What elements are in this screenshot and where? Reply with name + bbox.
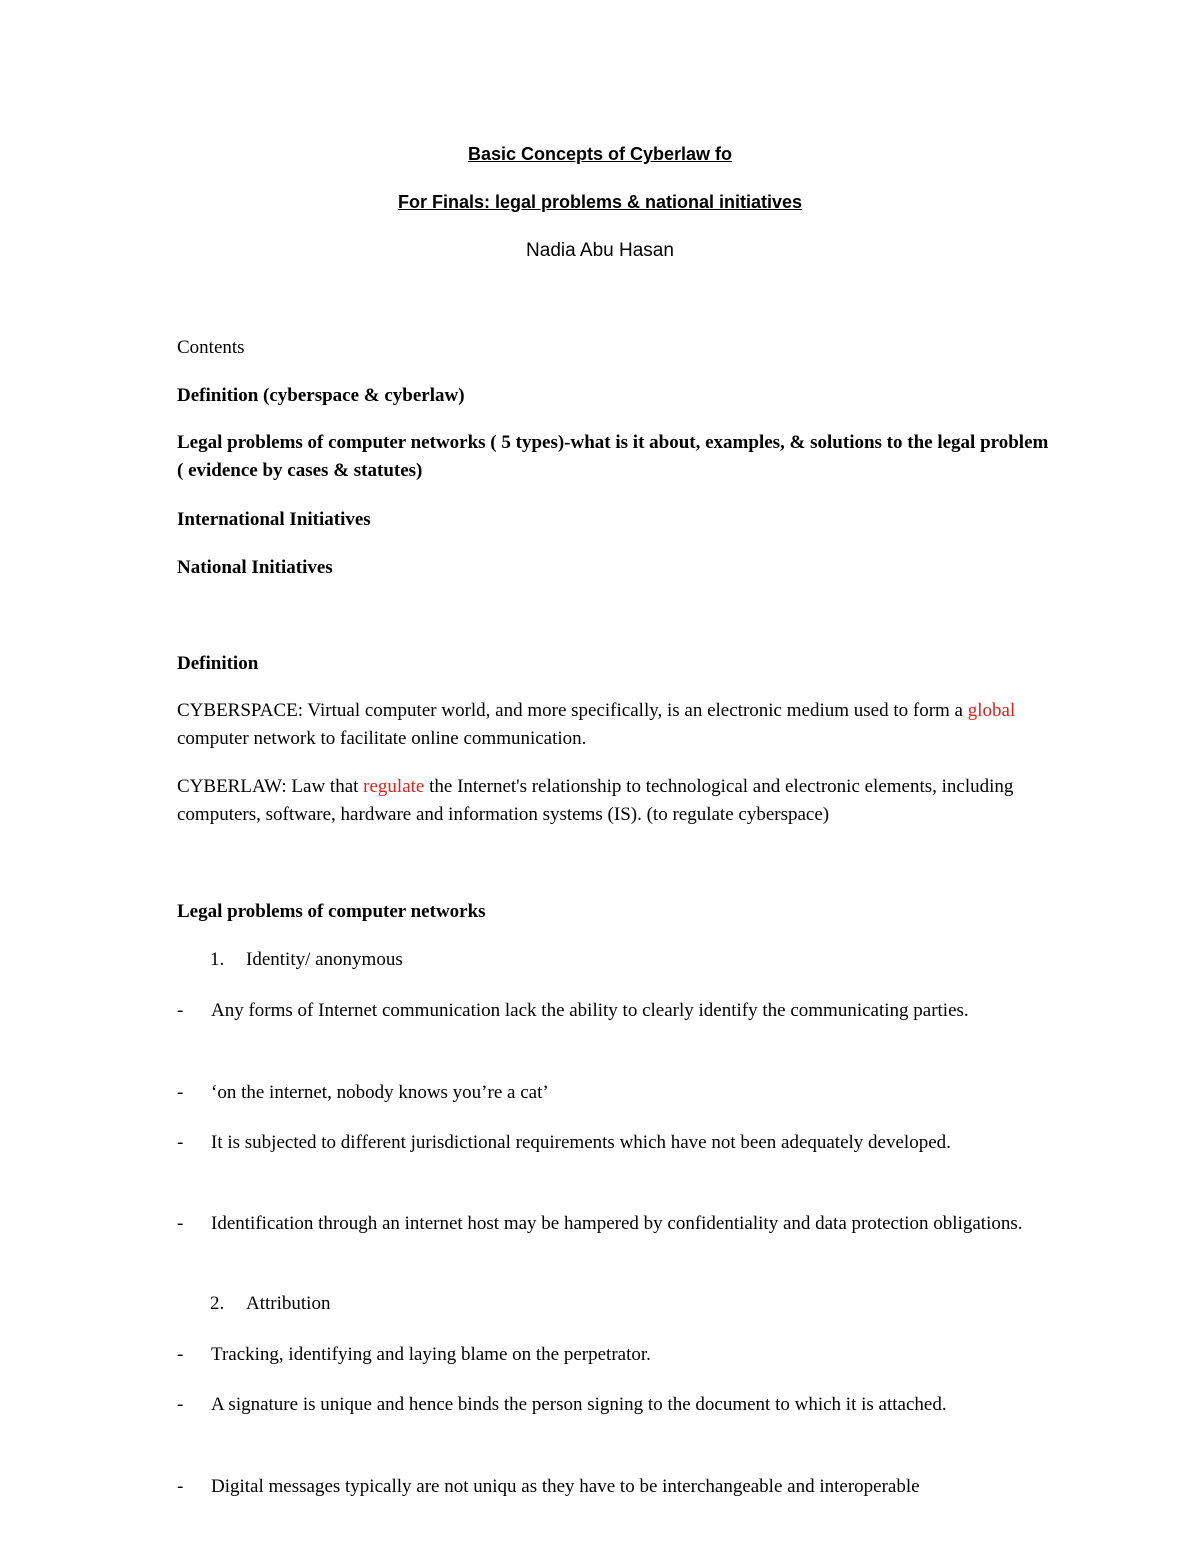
item-label: Identity/ anonymous	[246, 949, 403, 970]
highlighted-term: regulate	[363, 776, 425, 797]
bullet-dash: -	[177, 1082, 184, 1103]
bullet-dash: -	[177, 1132, 184, 1153]
bullet-item	[177, 1389, 1067, 1420]
bullet-dash: -	[177, 1000, 184, 1021]
bullet-dash: -	[177, 1394, 184, 1415]
bullet-text: Any forms of Internet communication lack the ability to clearly identify the communicating parties.	[211, 1000, 969, 1021]
cyberlaw-definition	[177, 773, 1057, 829]
contents-item: Definition (cyberspace & cyberlaw)	[177, 385, 465, 406]
contents-heading: Contents	[177, 337, 245, 358]
bullet-item	[177, 995, 1067, 1026]
cyberlaw-text: the Internet's relationship to technological and electronic elements, including computers, software, hardware and information systems (IS). (to regulate cyberspace)	[177, 776, 1014, 825]
legal-problems-heading: Legal problems of computer networks	[177, 901, 486, 922]
item-number: 2.	[210, 1293, 225, 1314]
contents-item: National Initiatives	[177, 557, 333, 578]
bullet-text: Identification through an internet host may be hampered by confidentiality and data protection obligations.	[211, 1213, 1023, 1234]
contents-item: International Initiatives	[177, 509, 371, 530]
bullet-text: A signature is unique and hence binds the person signing to the document to which it is attached.	[211, 1394, 947, 1415]
bullet-item	[177, 1127, 1067, 1158]
bullet-text: ‘on the internet, nobody knows you’re a cat’	[211, 1082, 549, 1103]
bullet-dash: -	[177, 1344, 184, 1365]
document-title: Basic Concepts of Cyberlaw fo	[467, 144, 733, 164]
bullet-item	[177, 1077, 1067, 1108]
bullet-dash: -	[177, 1213, 184, 1234]
item-label: Attribution	[246, 1293, 331, 1314]
bullet-item	[177, 1471, 1067, 1502]
cyberlaw-text: CYBERLAW: Law that	[177, 776, 364, 797]
document-subtitle: For Finals: legal problems & national initiatives	[397, 192, 803, 212]
highlighted-term: global	[967, 700, 1016, 721]
numbered-item	[210, 1293, 330, 1315]
bullet-dash: -	[177, 1476, 184, 1497]
cyberspace-text: computer network to facilitate online communication.	[177, 728, 587, 749]
definition-heading: Definition	[177, 653, 259, 674]
contents-item: Legal problems of computer networks ( 5 types)-what is it about, examples, & solutions to the legal problem ( evidence by cases & statutes)	[177, 432, 1049, 481]
numbered-item	[210, 949, 403, 971]
author-name: Nadia Abu Hasan	[526, 240, 674, 261]
bullet-text: It is subjected to different jurisdictional requirements which have not been adequately developed.	[211, 1132, 951, 1153]
item-number: 1.	[210, 949, 225, 970]
bullet-text: Digital messages typically are not uniqu as they have to be interchangeable and interoperable	[211, 1476, 920, 1497]
bullet-item	[177, 1208, 1067, 1239]
bullet-text: Tracking, identifying and laying blame on the perpetrator.	[211, 1344, 651, 1365]
cyberspace-definition	[177, 697, 1057, 753]
cyberspace-text: CYBERSPACE: Virtual computer world, and more specifically, is an electronic medium used to form a	[177, 700, 968, 721]
bullet-item	[177, 1339, 1067, 1370]
